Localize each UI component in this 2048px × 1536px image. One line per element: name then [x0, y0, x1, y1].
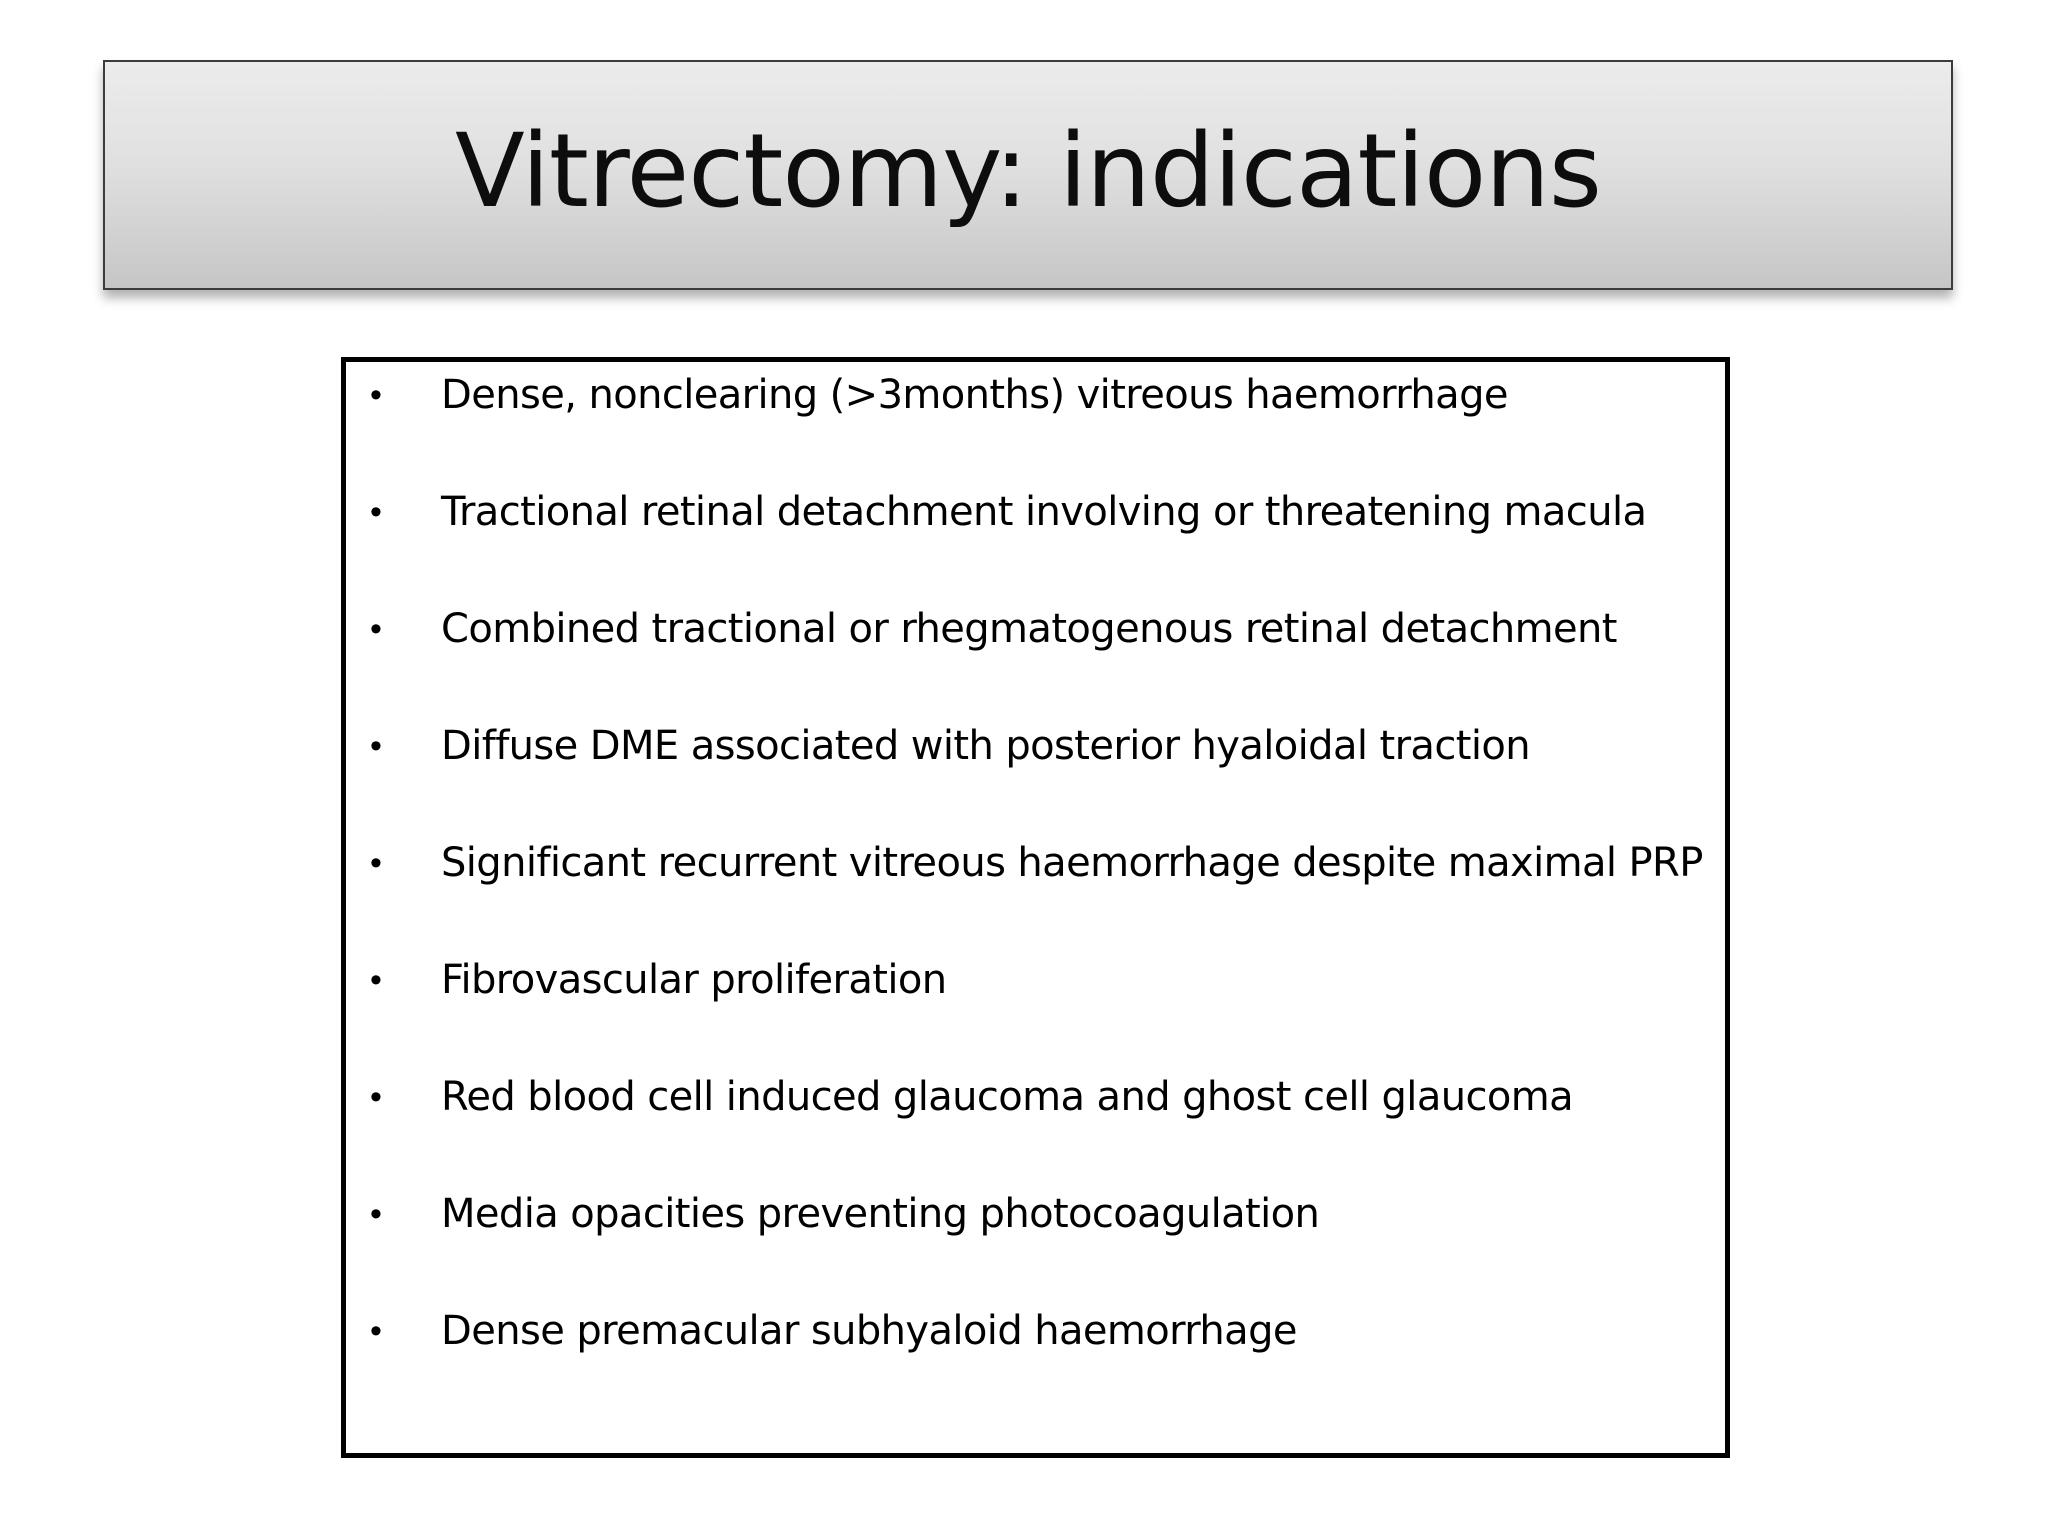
bullet-icon: •	[370, 1312, 382, 1350]
bullet-icon: •	[370, 376, 382, 414]
bullet-text: Combined tractional or rhegmatogenous retinal detachment	[441, 606, 1617, 652]
bullet-text: Diffuse DME associated with posterior hyaloidal traction	[441, 723, 1530, 769]
bullet-icon: •	[370, 727, 382, 765]
slide-title: Vitrectomy: indications	[454, 111, 1602, 231]
title-banner	[103, 60, 1953, 290]
bullet-text: Red blood cell induced glaucoma and ghost cell glaucoma	[441, 1074, 1574, 1120]
bullet-icon: •	[370, 844, 382, 882]
bullet-icon: •	[370, 493, 382, 531]
bullet-icon: •	[370, 1195, 382, 1233]
bullet-text: Dense, nonclearing (>3months) vitreous haemorrhage	[441, 372, 1508, 418]
bullet-text: Media opacities preventing photocoagulation	[441, 1191, 1320, 1237]
bullet-icon: •	[370, 961, 382, 999]
indications-box	[341, 357, 1730, 1458]
bullet-text: Dense premacular subhyaloid haemorrhage	[441, 1308, 1297, 1354]
bullet-text: Significant recurrent vitreous haemorrhage despite maximal PRP	[441, 840, 1703, 886]
bullet-text: Tractional retinal detachment involving or threatening macula	[441, 489, 1647, 535]
bullet-text: Fibrovascular proliferation	[441, 957, 947, 1003]
bullet-icon: •	[370, 610, 382, 648]
bullet-icon: •	[370, 1078, 382, 1116]
